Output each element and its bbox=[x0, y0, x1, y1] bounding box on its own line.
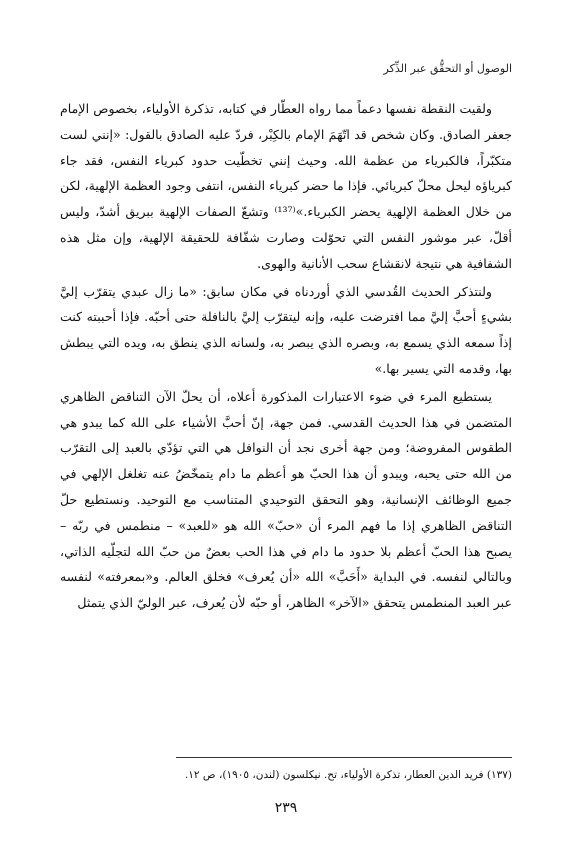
paragraph: ولنتذكر الحديث القُدسي الذي أوردناه في مكان سابق: «ما زال عبدي يتقرّب إليَّ بشيءٍ أحبَّ إليَّ مما افترضت عليه، وإنه ليتقرّب إليَّ بالنافلة حتى أحبّه. فإذا أحببته كنت إذاً سمعه الذي يسمع به، وبصره الذي يبصر به، ولسانه الذي ينطق به، ويده التي يبطش بها، وقدمه التي يسير بها.» bbox=[60, 283, 512, 376]
body-text bbox=[60, 96, 512, 616]
footnote: (١٣٧) فريد الدين العطار، تذكرة الأولياء، تح. نيكلسون (لندن، ١٩٠٥)، ص ١٢. bbox=[184, 769, 512, 781]
footnote-divider bbox=[176, 757, 512, 758]
page-number: ٢٣٩ bbox=[274, 800, 298, 816]
paragraph: يستطيع المرء في ضوء الاعتبارات المذكورة أعلاه، أن يحلّ الآن التناقض الظاهري المتضمن في هذا الحديث القدسي. فمن جهة، إنّ أحبَّ الأشياء على الله كما يبدو هي الطقوس المفروضة؛ ومن جهة أخرى نجد أن النوافل هي التي تؤدّي بالعبد إلى التقرّب من الله حتى يحبه، ويبدو أن هذا الحبّ هو أعظم ما دام يتمخّضُ عنه تغلغل الإلهي في جميع الوظائف الإنسانية، وهو التحقق التوحيدي المتناسب مع التوحيد. ونستطيع حلّ التناقض الظاهري إذا ما فهم المرء أن «حبّ» الله هو «للعبد» – منطمس في ربّه – يصبح هذا الحبّ أعظم بلا حدود ما دام في هذا الحب بعضٌ من حبّ الله لتجلّيه الذاتي، وبالتالي لنفسه. في البداية «أَحَبَّ» الله «أن يُعرف» فخلق العالم. و«بمعرفته» لنفسه عبر العبد المنطمس يتحقق «الآخر» الظاهر، أو حبّه لأن يُعرف، عبر الوليّ الذي يتمثل bbox=[60, 388, 512, 611]
running-head: الوصول أو التحقُّق عبر الذِّكر bbox=[383, 62, 512, 75]
paragraph: ولقيت النقطة نفسها دعماً مما رواه العطّار في كتابه، تذكرة الأولياء، بخصوص الإمام جعفر الصادق. وكان شخص قد اتّهَمَ الإمام بالكِبْر، فردّ عليه الصادق بالقول: «إنني لست متكبّراً، فالكبرياء من عظمة الله. وحيث إنني تخطّيت حدود كبرياء النفس، فقد جاء كبرياؤه ليحل محلّ كبريائي. فإذا ما حضر كبرياء النفس، انتفى وجود العظمة الإلهية، لكن من خلال العظمة الإلهية يحضر الكبرياء.»⁽¹³⁷⁾ وتشعّ الصفات الإلهية ببريق أشدّ، وليس أقلّ، عبر موشور النفس التي تحوّلت وصارت شفّافة للحقيقة الإلهية، وإن مثل هذه الشفافية هي نتيجة لانقشاع سحب الأنانية والهوى. bbox=[60, 101, 512, 271]
